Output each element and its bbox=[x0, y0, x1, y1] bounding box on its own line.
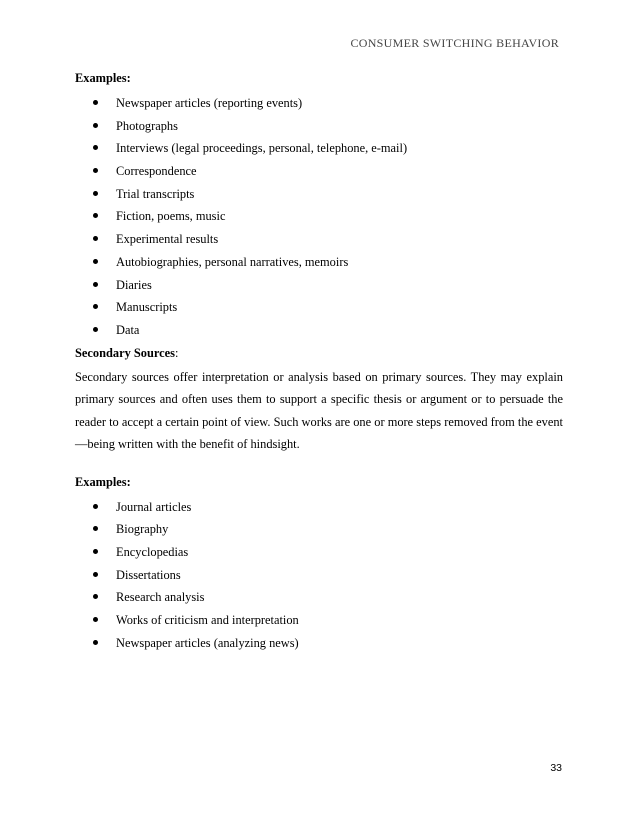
bullet-icon bbox=[93, 123, 98, 128]
primary-examples-heading: Examples: bbox=[75, 71, 131, 85]
list-item bbox=[93, 635, 563, 658]
bullet-icon bbox=[93, 549, 98, 554]
bullet-icon bbox=[93, 100, 98, 105]
page-content bbox=[75, 70, 563, 657]
running-header: CONSUMER SWITCHING BEHAVIOR bbox=[350, 36, 559, 50]
section-spacer bbox=[75, 456, 563, 474]
list-item bbox=[93, 140, 563, 163]
list-item-text: Research analysis bbox=[116, 590, 205, 605]
list-item-text: Experimental results bbox=[116, 232, 219, 247]
bullet-icon bbox=[93, 304, 98, 309]
bullet-icon bbox=[93, 594, 98, 599]
list-item bbox=[93, 612, 563, 635]
list-item bbox=[93, 544, 563, 567]
list-item bbox=[93, 589, 563, 612]
bullet-icon bbox=[93, 168, 98, 173]
list-item bbox=[93, 499, 563, 522]
list-item-text: Newspaper articles (analyzing news) bbox=[116, 635, 299, 650]
bullet-icon bbox=[93, 327, 98, 332]
list-item bbox=[93, 208, 563, 231]
bullet-icon bbox=[93, 572, 98, 577]
bullet-icon bbox=[93, 617, 98, 622]
list-item-text: Interviews (legal proceedings, personal, telephone, e-mail) bbox=[116, 141, 408, 156]
list-item-text: Journal articles bbox=[116, 499, 192, 514]
list-item-text: Correspondence bbox=[116, 164, 197, 179]
primary-examples-list bbox=[75, 95, 563, 345]
list-item-text: Newspaper articles (reporting events) bbox=[116, 96, 303, 110]
list-item-text: Trial transcripts bbox=[116, 186, 195, 201]
bullet-icon bbox=[93, 236, 98, 241]
list-item bbox=[93, 95, 563, 118]
secondary-sources-heading bbox=[75, 345, 563, 361]
list-item bbox=[93, 231, 563, 254]
bullet-icon bbox=[93, 191, 98, 196]
list-item-text: Works of criticism and interpretation bbox=[116, 613, 299, 627]
page-number: 33 bbox=[550, 762, 562, 774]
bullet-icon bbox=[93, 282, 98, 287]
bullet-icon bbox=[93, 213, 98, 218]
list-item-text: Biography bbox=[116, 522, 169, 537]
list-item-text: Dissertations bbox=[116, 567, 181, 582]
bullet-icon bbox=[93, 145, 98, 150]
list-item bbox=[93, 322, 563, 345]
list-item bbox=[93, 277, 563, 300]
list-item bbox=[93, 163, 563, 186]
list-item bbox=[93, 567, 563, 590]
bullet-icon bbox=[93, 526, 98, 531]
secondary-examples-heading: Examples: bbox=[75, 474, 131, 489]
heading-colon: : bbox=[174, 345, 179, 360]
bullet-icon bbox=[93, 640, 98, 645]
list-item bbox=[93, 118, 563, 141]
list-item-text: Photographs bbox=[116, 118, 178, 133]
secondary-examples-list bbox=[75, 499, 563, 658]
bullet-icon bbox=[93, 259, 98, 264]
list-item-text: Data bbox=[116, 322, 140, 337]
list-item-text: Encyclopedias bbox=[116, 544, 189, 559]
secondary-sources-paragraph: Secondary sources offer interpretation or analysis based on primary sources. They may explain primary sources and often uses them to support a specific thesis or argument or to persuade the reader to accept a certain point of view. Such works are one or more steps removed from the event—being written with the benefit of hindsight. bbox=[75, 369, 563, 452]
list-item bbox=[93, 254, 563, 277]
list-item-text: Diaries bbox=[116, 277, 152, 292]
list-item-text: Autobiographies, personal narratives, memoirs bbox=[116, 254, 349, 269]
list-item-text: Manuscripts bbox=[116, 300, 178, 315]
list-item-text: Fiction, poems, music bbox=[116, 209, 226, 224]
list-item bbox=[93, 521, 563, 544]
bullet-icon bbox=[93, 504, 98, 509]
secondary-sources-title: Secondary Sources bbox=[75, 345, 175, 360]
list-item bbox=[93, 186, 563, 209]
list-item bbox=[93, 299, 563, 322]
